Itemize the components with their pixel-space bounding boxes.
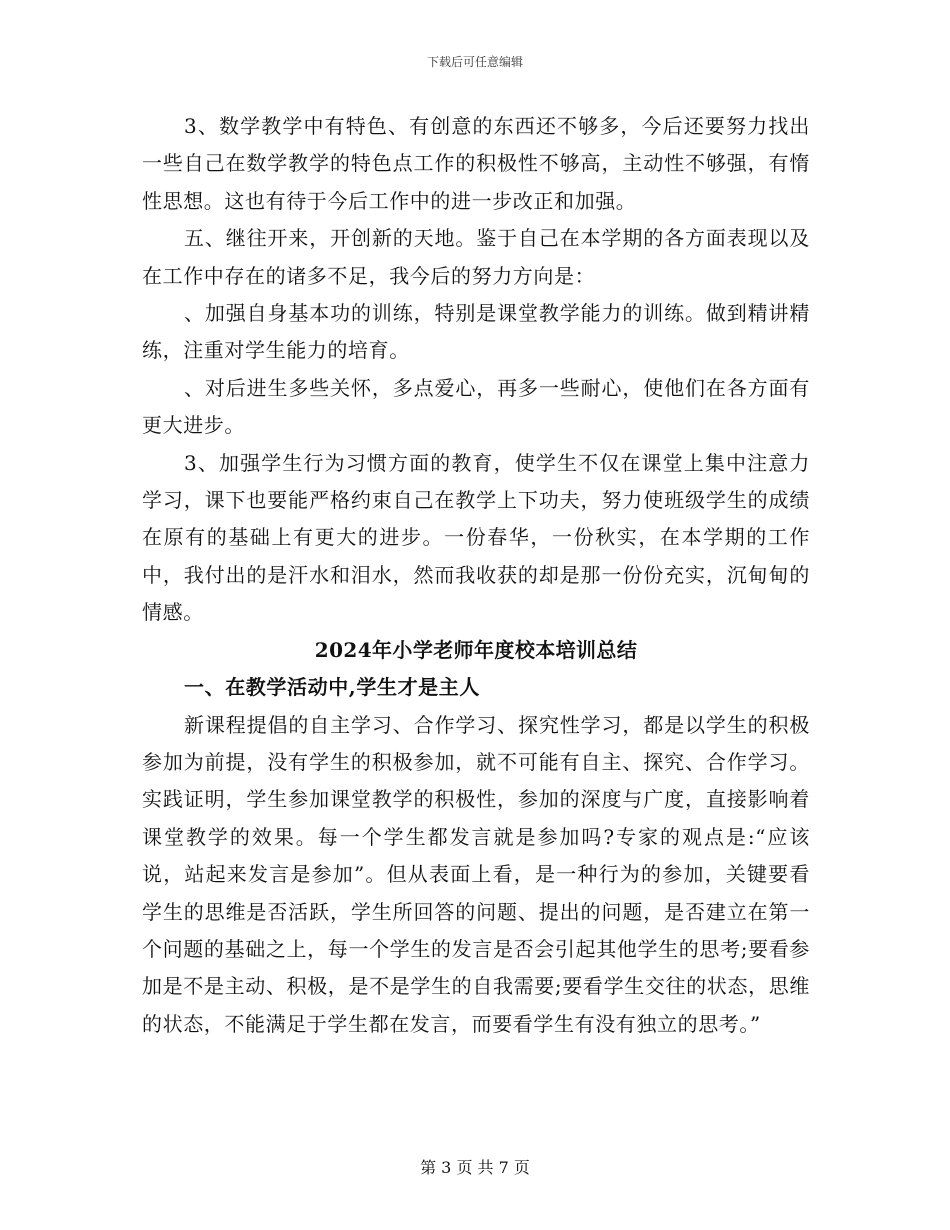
page-number: 第 3 页 共 7 页 xyxy=(420,1158,530,1177)
paragraph-student-participation: 新课程提倡的自主学习、合作学习、探究性学习，都是以学生的积极参加为前提，没有学生的积极参加，就不可能有自主、探究、合作学习。实践证明，学生参加课堂教学的积极性，参加的深度与广度，直接影响着课堂教学的效果。每一个学生都发言就是参加吗?专家的观点是:“应该说，站起来发言是参加”。但从表面上看，是一种行为的参加，关键要看学生的思维是否活跃，学生所回答的问题、提出的问题，是否建立在第一个问题的基础之上，每一个学生的发言是否会引起其他学生的思考;要看参加是不是主动、积极，是不是学生的自我需要;要看学生交往的状态，思维的状态，不能满足于学生都在发言，而要看学生有没有独立的思考。” xyxy=(142,712,810,1036)
paragraph-improvement-3: 3、数学教学中有特色、有创意的东西还不够多，今后还要努力找出一些自己在数学教学的特色点工作的积极性不够高，主动性不够强，有惰性思想。这也有待于今后工作中的进一步改正和加强。 xyxy=(142,114,810,213)
document-body xyxy=(142,108,810,1043)
paragraph-direction-2: 、对后进生多些关怀，多点爱心，再多一些耐心，使他们在各方面有更大进步。 xyxy=(142,375,810,438)
header-note: 下载后可任意编辑 xyxy=(426,55,523,69)
paragraph-section-five: 五、继往开来，开创新的天地。鉴于自己在本学期的各方面表现以及在工作中存在的诸多不足，我今后的努力方向是： xyxy=(142,226,810,288)
section-heading: 一、在教学活动中,学生才是主人 xyxy=(184,675,480,700)
paragraph-direction-3: 3、加强学生行为习惯方面的教育，使学生不仅在课堂上集中注意力学习，课下也要能严格约束自己在教学上下功夫，努力使班级学生的成绩在原有的基础上有更大的进步。一份春华，一份秋实，在本学期的工作中，我付出的是汗水和泪水，然而我收获的却是那一份份充实，沉甸甸的情感。 xyxy=(142,450,810,625)
paragraph-direction-1: 、加强自身基本功的训练，特别是课堂教学能力的训练。做到精讲精练，注重对学生能力的培育。 xyxy=(142,301,810,363)
document-title: 2024年小学老师年度校本培训总结 xyxy=(314,637,638,662)
